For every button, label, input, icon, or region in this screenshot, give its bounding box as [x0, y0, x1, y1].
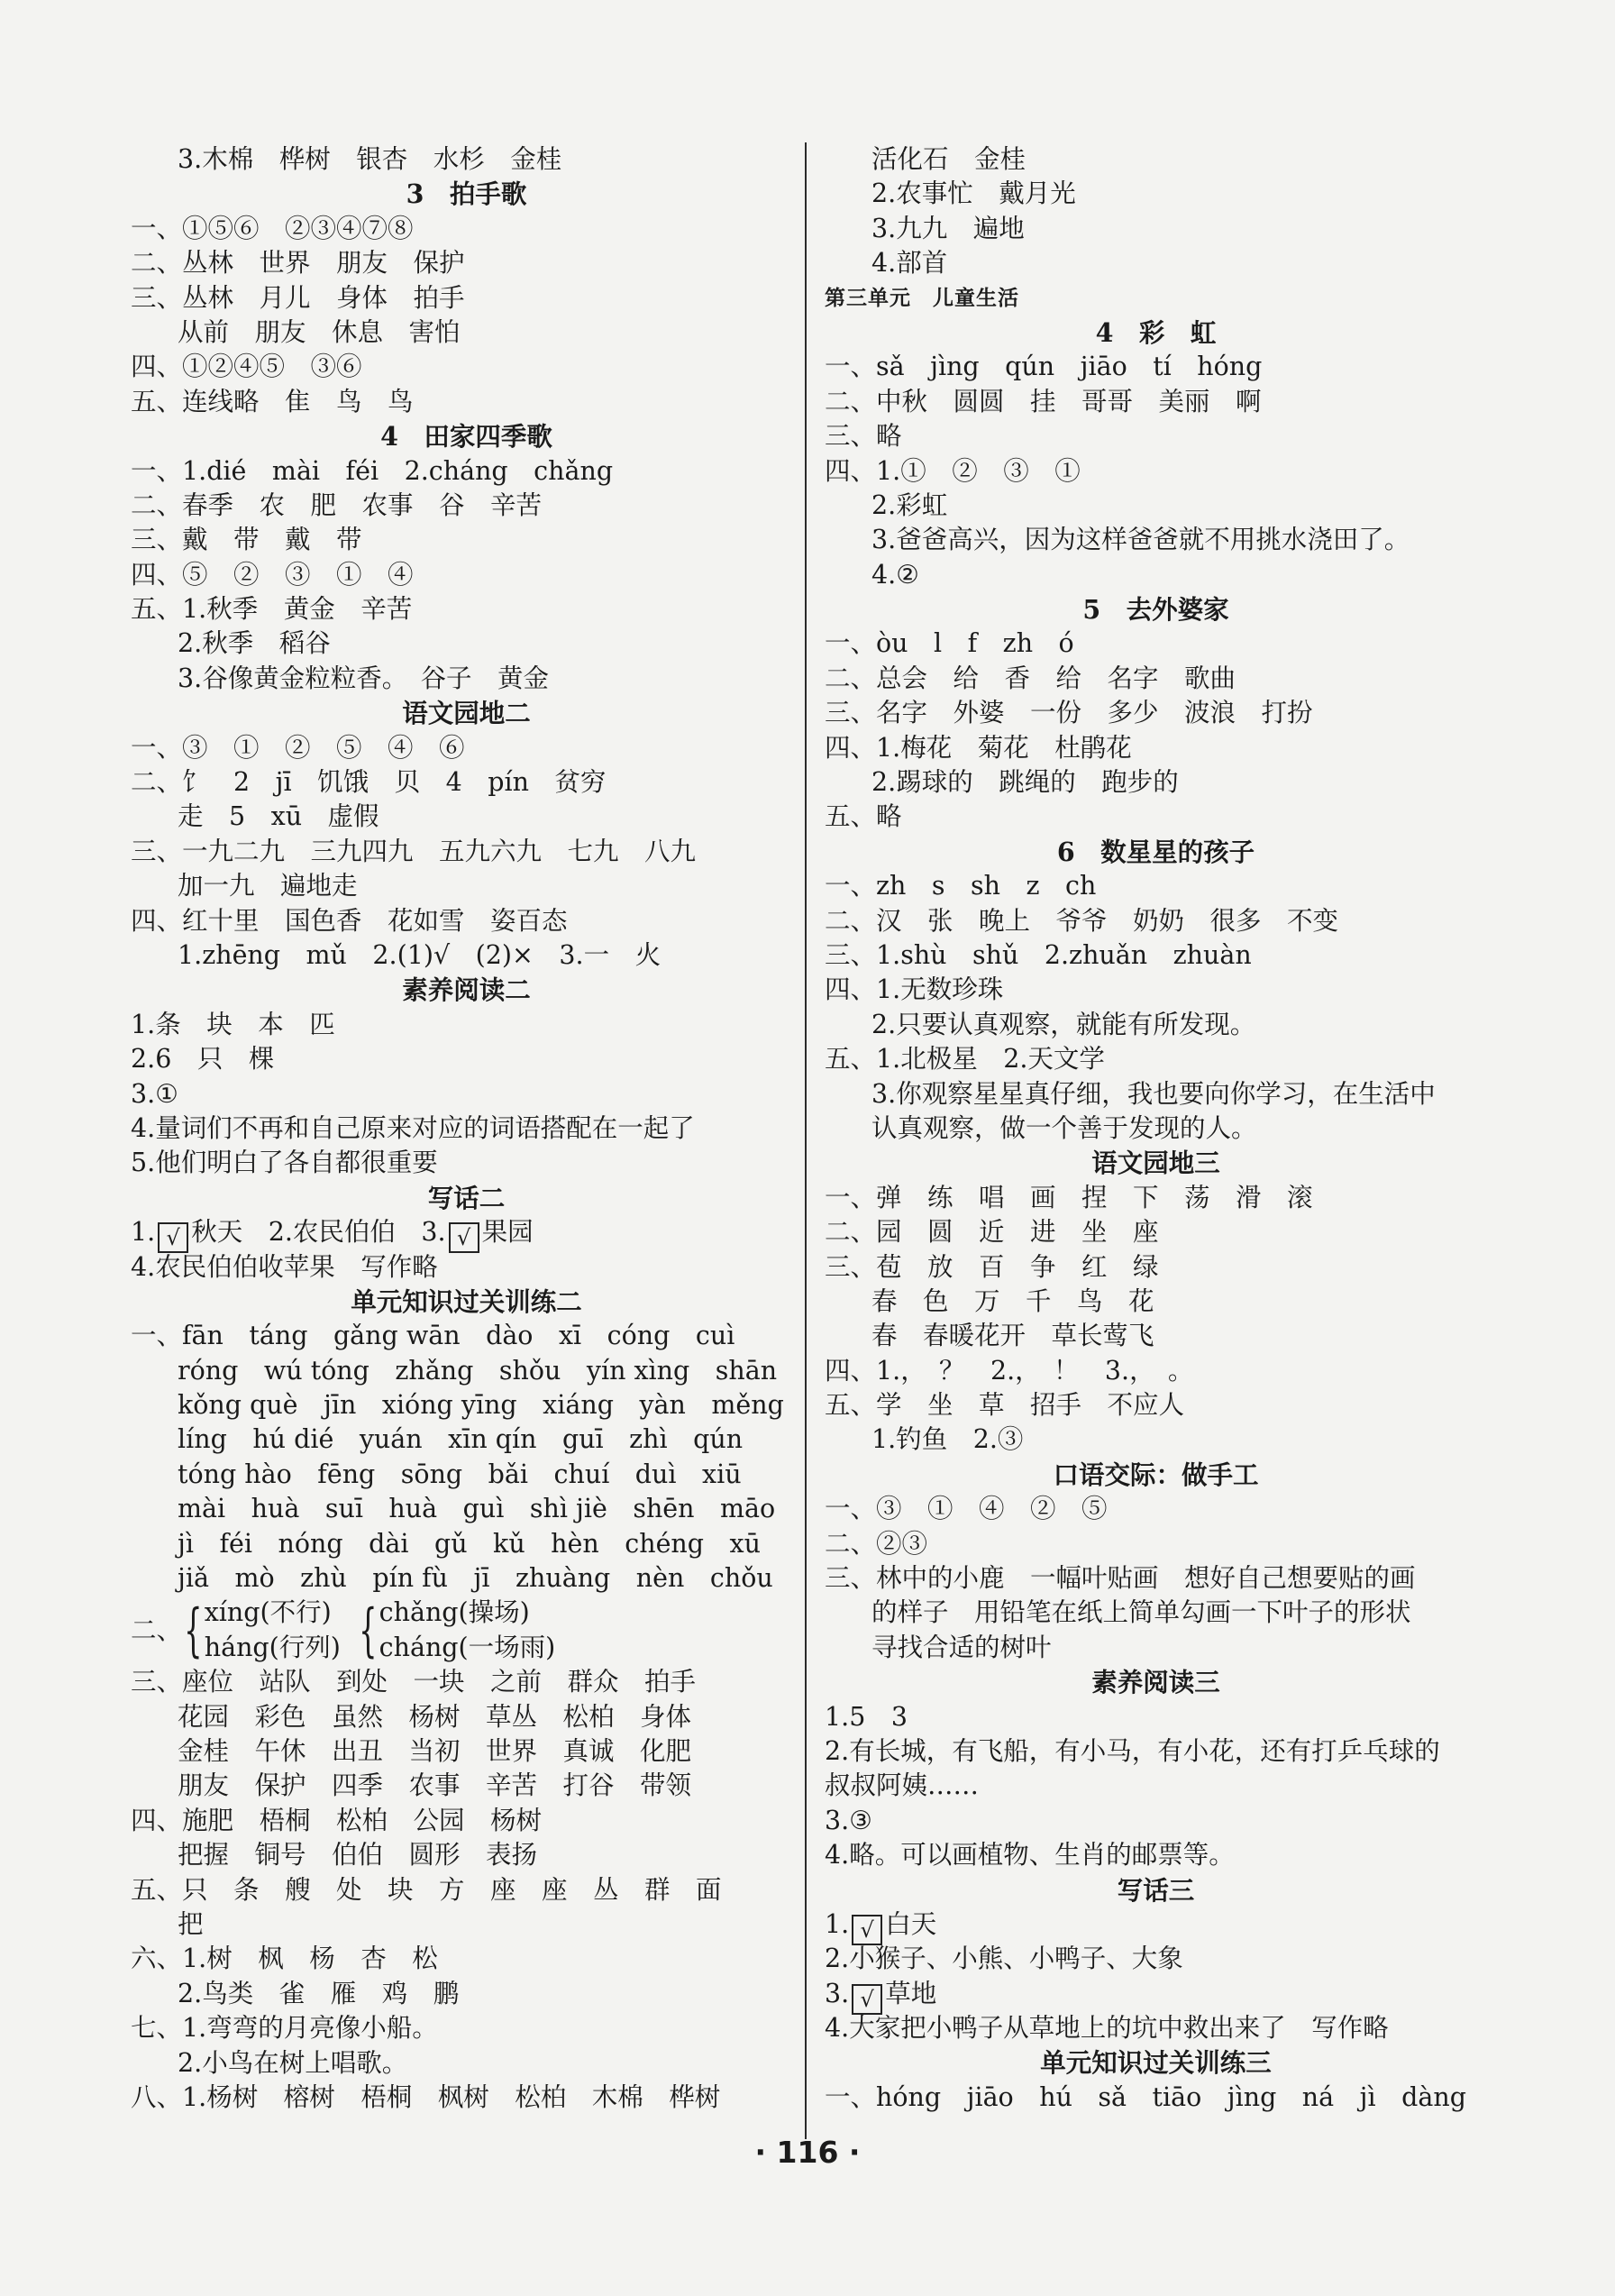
answer-line: [825, 1907, 1487, 1942]
answer-line: 3.木棉 桦树 银杏 水杉 金桂: [178, 144, 562, 174]
answer-line: 二、②③: [825, 1528, 928, 1559]
answer-line: 三、戴 带 戴 带: [131, 525, 362, 555]
answer-line: 四、1.无数珍珠: [825, 974, 1004, 1005]
answer-line: 一、fān táng gǎng wān dào xī cóng cuì: [131, 1321, 735, 1351]
answer-line: 2.有长城，有飞船，有小马，有小花，还有打乒乓球的: [825, 1735, 1440, 1766]
answer-line: 金桂 午休 出丑 当初 世界 真诚 化肥: [178, 1735, 692, 1766]
section-heading: 4 彩 虹: [1095, 316, 1217, 348]
answer-line: 一、③ ① ④ ② ⑤: [825, 1494, 1108, 1524]
answer-line: 二、饣 2 jī 饥饿 贝 4 pín 贫穷: [131, 767, 607, 798]
section-heading: 写话三: [1117, 1874, 1195, 1906]
answer-line: 八、1.杨树 榕树 梧桐 枫树 松柏 木棉 桦树: [131, 2081, 721, 2112]
section-heading: 写话二: [427, 1182, 506, 1213]
answer-line: 三、林中的小鹿 一幅叶贴画 想好自己想要贴的画: [825, 1563, 1416, 1594]
answer-line: 2.农事忙 戴月光: [871, 178, 1076, 209]
answer-line: 4.农民伯伯收苹果 写作略: [131, 1251, 438, 1282]
page-number: · 116 ·: [754, 2135, 861, 2170]
answer-text: 3.: [825, 1978, 850, 2008]
answer-line: 春 春暖花开 草长莺飞: [871, 1321, 1154, 1351]
answer-line: 五、略: [825, 801, 902, 832]
answer-text: 1.: [825, 1908, 850, 1939]
answer-line: mài huà suī huà guì shì jiè shēn māo: [178, 1494, 776, 1524]
answer-line: 四、1.， ？ 2.， ！ 3.， 。: [825, 1355, 1194, 1386]
answer-line: 一、③ ① ② ⑤ ④ ⑥: [131, 732, 465, 763]
answer-line: 把握 铜号 伯伯 圆形 表扬: [178, 1840, 538, 1871]
answer-line: 一、hóng jiāo hú sǎ tiāo jìng ná jì dàng: [825, 2081, 1466, 2112]
answer-line: 五、学 坐 草 招手 不应人: [825, 1390, 1185, 1421]
answer-line: 4.②: [871, 559, 919, 590]
brace-items: [205, 1596, 341, 1665]
answer-line: 3.你观察星星真仔细，我也要向你学习，在生活中: [871, 1078, 1436, 1109]
answer-line: 五、只 条 艘 处 块 方 座 座 丛 群 面: [131, 1874, 722, 1905]
answer-line: 走 5 xū 虚假: [178, 801, 379, 832]
unit-heading: 第三单元 儿童生活: [825, 285, 1019, 310]
answer-line: 把: [178, 1908, 204, 1939]
answer-line: 4.略。可以画植物、生肖的邮票等。: [825, 1840, 1235, 1871]
answer-line: 1.条 块 本 匹: [131, 1009, 335, 1039]
section-heading: 单元知识过关训练二: [351, 1285, 582, 1317]
check-box: √: [852, 1915, 882, 1945]
answer-line: 一、zh s sh z ch: [825, 871, 1097, 901]
answer-line: 2.只要认真观察，就能有所发现。: [871, 1009, 1256, 1039]
section-heading: 单元知识过关训练三: [1040, 2047, 1272, 2079]
section-heading: 5 去外婆家: [1082, 594, 1229, 626]
answer-text: 二、: [131, 1615, 183, 1645]
brace-icon: {: [184, 1596, 203, 1664]
answer-line: 一、òu l f zh ó: [825, 628, 1074, 659]
answer-line: 四、1.梅花 菊花 杜鹃花: [825, 732, 1132, 763]
answer-line: 3.③: [825, 1805, 872, 1835]
polyphone-group: [131, 1596, 802, 1665]
check-box: √: [852, 1984, 882, 2015]
section-heading: 口语交际：做手工: [1053, 1459, 1259, 1490]
answer-line: 一、弹 练 唱 画 捏 下 荡 滑 滚: [825, 1182, 1313, 1212]
answer-line: 一、①⑤⑥ ②③④⑦⑧: [131, 213, 414, 243]
answer-line: 5.他们明白了各自都很重要: [131, 1148, 438, 1178]
answer-line: 2.小鸟在树上唱歌。: [178, 2047, 408, 2078]
section-heading: 素养阅读三: [1091, 1667, 1220, 1698]
answer-line: 四、⑤ ② ③ ① ④: [131, 559, 414, 590]
answer-line: 的样子 用铅笔在纸上简单勾画一下叶子的形状: [871, 1597, 1411, 1628]
answer-line: 2.踢球的 跳绳的 跑步的: [871, 767, 1179, 798]
answer-line: 五、连线略 隹 鸟 鸟: [131, 386, 414, 416]
answer-line: 4.大家把小鸭子从草地上的坑中救出来了 写作略: [825, 2013, 1389, 2044]
section-heading: 4 田家四季歌: [380, 421, 552, 453]
answer-line: 七、1.弯弯的月亮像小船。: [131, 2013, 438, 2044]
answer-line: 3.九九 遍地: [871, 213, 1025, 243]
answer-line: 叔叔阿姨……: [825, 1770, 980, 1801]
right-column: [825, 142, 1487, 2115]
left-column: [131, 142, 802, 2115]
answer-line: 三、名字 外婆 一份 多少 波浪 打扮: [825, 698, 1313, 728]
answer-line: 四、施肥 梧桐 松柏 公园 杨树: [131, 1805, 543, 1835]
answer-line: 2.6 只 棵: [131, 1044, 275, 1075]
answer-line: kǒng què jīn xióng yīng xiáng yàn měng: [178, 1390, 784, 1421]
answer-line: 从前 朋友 休息 害怕: [178, 316, 461, 347]
answer-line: 活化石 金桂: [871, 144, 1026, 174]
answer-line: [131, 1215, 802, 1249]
answer-line: 4.部首: [871, 248, 948, 279]
answer-text: háng(行列): [204, 1632, 341, 1662]
answer-line: róng wú tóng zhǎng shǒu yín xìng shān: [178, 1355, 778, 1386]
answer-line: jì féi nóng dài gǔ kǔ hèn chéng xū: [178, 1528, 761, 1559]
answer-line: 3.①: [131, 1078, 178, 1109]
answer-text: 白天: [885, 1908, 937, 1939]
section-heading: 3 拍手歌: [406, 178, 527, 210]
answer-line: 三、一九二九 三九四九 五九六九 七九 八九: [131, 836, 697, 866]
answer-line: 三、丛林 月儿 身体 拍手: [131, 282, 465, 313]
section-heading: 6 数星星的孩子: [1056, 836, 1255, 867]
answer-line: 三、1.shù shǔ 2.zhuǎn zhuàn: [825, 939, 1252, 970]
answer-line: 五、1.北极星 2.天文学: [825, 1044, 1105, 1075]
answer-line: 三、座位 站队 到处 一块 之前 群众 拍手: [131, 1667, 697, 1697]
answer-line: 加一九 遍地走: [178, 871, 358, 901]
answer-line: 1.钓鱼 2.③: [871, 1424, 1024, 1455]
answer-line: 花园 彩色 虽然 杨树 草丛 松柏 身体: [178, 1701, 692, 1732]
answer-line: jiǎ mò zhù pín fù jī zhuàng nèn chǒu: [178, 1563, 773, 1594]
answer-line: 寻找合适的树叶: [871, 1632, 1052, 1662]
section-heading: 语文园地三: [1091, 1148, 1220, 1179]
answer-line: 二、园 圆 近 进 坐 座: [825, 1217, 1159, 1248]
section-heading: 素养阅读二: [402, 974, 531, 1006]
answer-line: 2.小猴子、小熊、小鸭子、大象: [825, 1944, 1183, 1974]
answer-line: 四、①②④⑤ ③⑥: [131, 352, 362, 382]
answer-line: 三、苞 放 百 争 红 绿: [825, 1251, 1159, 1282]
brace-icon: {: [359, 1596, 378, 1664]
answer-text: chǎng(操场): [379, 1597, 530, 1628]
answer-text: 果园: [481, 1217, 534, 1248]
answer-line: 2.秋季 稻谷: [178, 628, 331, 659]
answer-line: 二、汉 张 晚上 爷爷 奶奶 很多 不变: [825, 905, 1339, 936]
answer-text: xíng(不行): [204, 1597, 332, 1628]
answer-line: 1.5 3: [825, 1701, 908, 1732]
answer-line: 4.量词们不再和自己原来对应的词语搭配在一起了: [131, 1112, 695, 1143]
answer-line: 一、1.dié mài féi 2.cháng chǎng: [131, 455, 614, 486]
column-divider: [805, 142, 807, 2139]
brace-items: [379, 1596, 556, 1665]
answer-line: 2.彩虹: [871, 489, 948, 520]
answer-text: 秋天 2.农民伯伯 3.: [191, 1217, 446, 1248]
answer-line: 二、丛林 世界 朋友 保护: [131, 248, 465, 279]
answer-line: 三、略: [825, 421, 902, 452]
answer-line: 五、1.秋季 黄金 辛苦: [131, 594, 413, 625]
answer-line: 1.zhēng mǔ 2.(1)√ (2)× 3.一 火: [178, 939, 662, 970]
answer-line: 春 色 万 千 鸟 花: [871, 1285, 1154, 1316]
answer-line: 二、总会 给 香 给 名字 歌曲: [825, 663, 1236, 693]
answer-line: tóng hào fēng sōng bǎi chuí duì xiū: [178, 1459, 742, 1489]
answer-line: 四、红十里 国色香 花如雪 姿百态: [131, 905, 568, 936]
answer-text: cháng(一场雨): [379, 1632, 556, 1662]
answer-line: 一、sǎ jìng qún jiāo tí hóng: [825, 352, 1263, 382]
answer-line: 二、中秋 圆圆 挂 哥哥 美丽 啊: [825, 386, 1262, 416]
check-box: √: [449, 1222, 479, 1253]
answer-line: líng hú dié yuán xīn qín guī zhì qún: [178, 1424, 744, 1455]
check-box: √: [158, 1222, 188, 1253]
answer-line: [825, 1977, 1487, 2011]
answer-text: 草地: [885, 1978, 937, 2008]
answer-line: 四、1.① ② ③ ①: [825, 455, 1081, 486]
answer-text: 1.: [131, 1217, 156, 1248]
answer-line: 2.鸟类 雀 雁 鸡 鹏: [178, 1978, 460, 2008]
answer-line: 3.爸爸高兴，因为这样爸爸就不用挑水浇田了。: [871, 525, 1410, 555]
answer-line: 认真观察，做一个善于发现的人。: [871, 1112, 1257, 1143]
answer-line: 六、1.树 枫 杨 杏 松: [131, 1944, 438, 1974]
answer-line: 朋友 保护 四季 农事 辛苦 打谷 带领: [178, 1770, 692, 1801]
section-heading: 语文园地二: [402, 698, 531, 729]
answer-line: 3.谷像黄金粒粒香。 谷子 黄金: [178, 663, 549, 693]
answer-line: 二、春季 农 肥 农事 谷 辛苦: [131, 489, 543, 520]
